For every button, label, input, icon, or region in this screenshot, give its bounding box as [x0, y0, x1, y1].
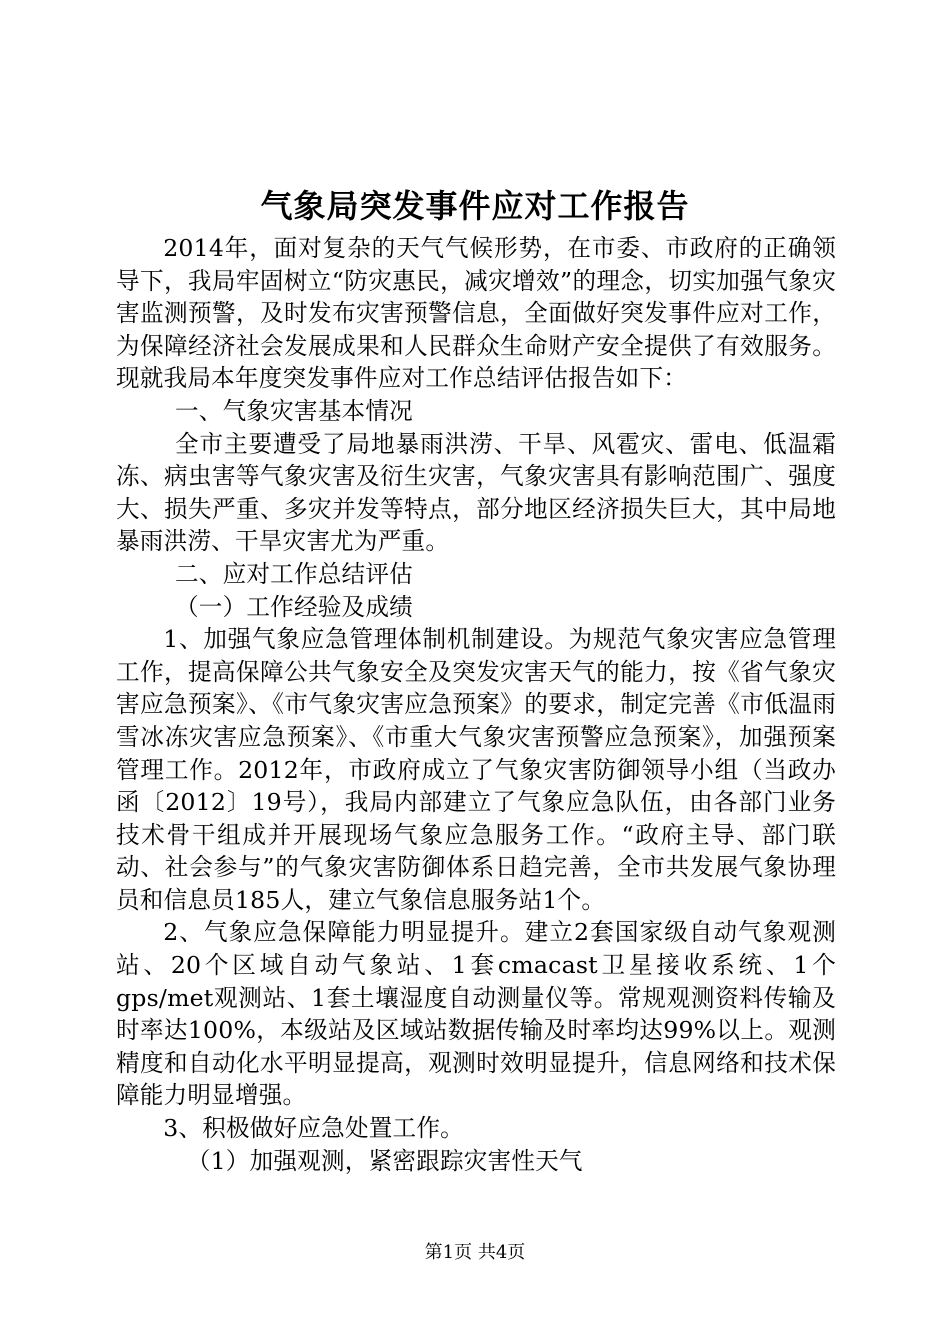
paragraph-disaster-overview: 全市主要遭受了局地暴雨洪涝、干旱、风雹灾、雷电、低温霜冻、病虫害等气象灾害及衍生灾害，气象灾害具有影响范围广、强度大、损失严重、多灾并发等特点，部分地区经济损失巨大，其中局地暴雨洪涝、干旱灾害尤为严重。: [116, 429, 836, 556]
document-title: 气象局突发事件应对工作报告: [260, 187, 690, 225]
subsection-heading-1: （一）工作经验及成绩: [175, 592, 413, 621]
document-body: [116, 232, 836, 1177]
paragraph-item-1: 1、加强气象应急管理体制机制建设。为规范气象灾害应急管理工作，提高保障公共气象安全及突发灾害天气的能力，按《省气象灾害应急预案》、《市气象灾害应急预案》的要求，制定完善《市低温雨雪冰冻灾害应急预案》、《市重大气象灾害预警应急预案》，加强预案管理工作。2012年，市政府成立了气象灾害防御领导小组（当政办函〔2012〕19号），我局内部建立了气象应急队伍，由各部门业务技术骨干组成并开展现场气象应急服务工作。“政府主导、部门联动、社会参与”的气象灾害防御体系日趋完善，全市共发展气象协理员和信息员185人，建立气象信息服务站1个。: [116, 625, 836, 914]
section-heading-1: 一、气象灾害基本情况: [175, 396, 413, 425]
section-heading-2: 二、应对工作总结评估: [175, 559, 413, 588]
paragraph-subitem-1: （1）加强观测，紧密跟踪灾害性天气: [186, 1146, 583, 1175]
paragraph-intro: 2014年，面对复杂的天气气候形势，在市委、市政府的正确领导下，我局牢固树立“防灾惠民，减灾增效”的理念，切实加强气象灾害监测预警，及时发布灾害预警信息，全面做好突发事件应对工作，为保障经济社会发展成果和人民群众生命财产安全提供了有效服务。现就我局本年度突发事件应对工作总结评估报告如下：: [116, 234, 836, 393]
page-number-footer: 第1页 共4页: [424, 1242, 526, 1263]
paragraph-item-2: 2、气象应急保障能力明显提升。建立2套国家级自动气象观测站、20个区域自动气象站、1套cmacast卫星接收系统、1个gps/met观测站、1套土壤湿度自动测量仪等。常规观测资料传输及时率达100%，本级站及区域站数据传输及时率均达99%以上。观测精度和自动化水平明显提高，观测时效明显提升，信息网络和技术保障能力明显增强。: [116, 918, 836, 1110]
paragraph-item-3: 3、积极做好应急处置工作。: [163, 1114, 464, 1143]
